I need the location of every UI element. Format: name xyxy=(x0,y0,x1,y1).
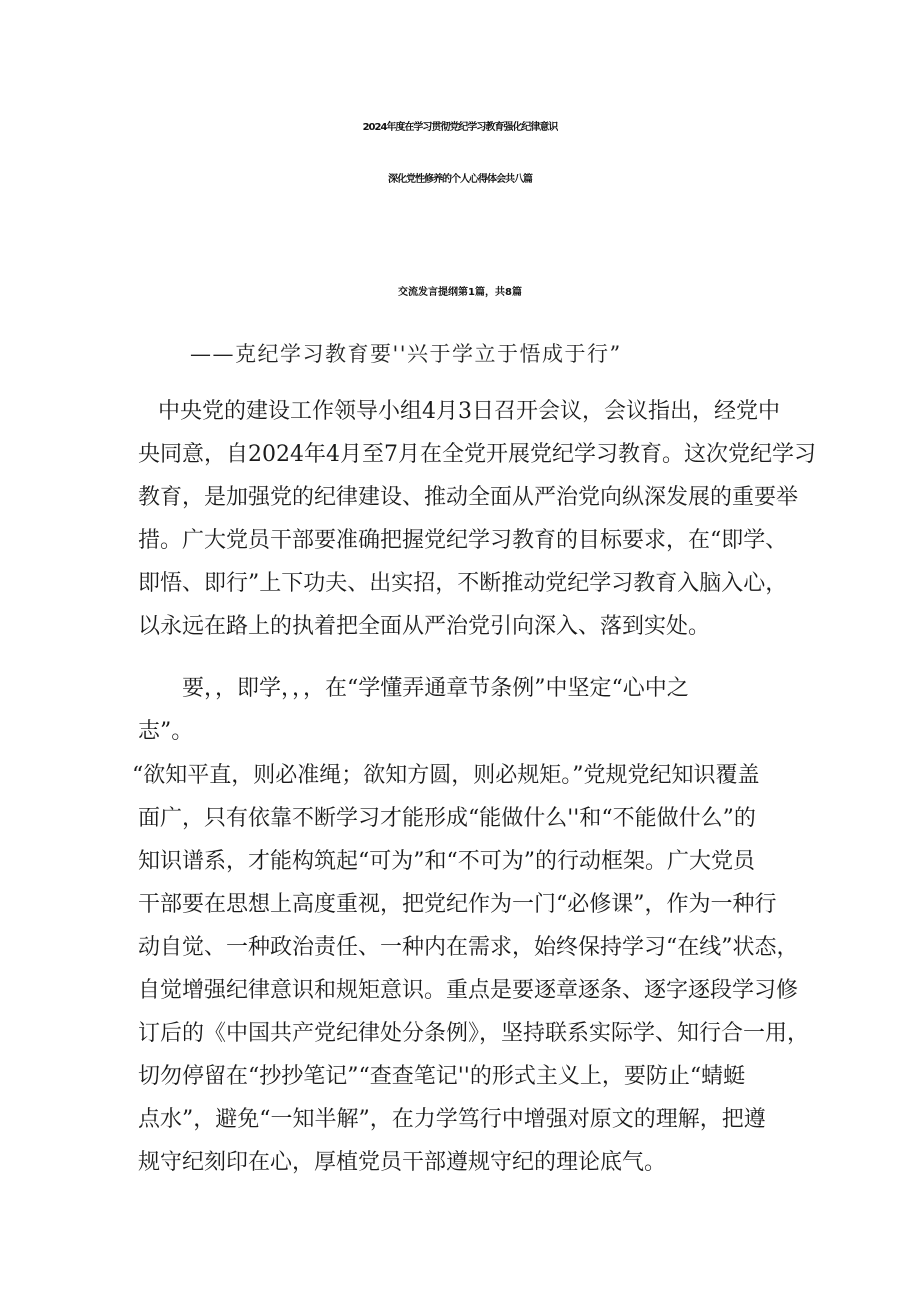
paragraph-3-line: 自觉增强纪律意识和规矩意识。重点是要逐章逐条、逐字逐段学习修 xyxy=(138,978,799,1003)
paragraph-3-line: 面广，只有依靠不断学习才能形成“能做什么''和“不能做什么”的 xyxy=(138,806,756,831)
paragraph-1-line: 措。广大党员干部要准确把握党纪学习教育的目标要求，在“即学、 xyxy=(138,528,788,553)
paragraph-3-line: 动自觉、一种政治责任、一种内在需求，始终保持学习“在线”状态， xyxy=(138,935,799,960)
section-subtitle: ——克纪学习教育要''兴于学立于悟成于行” xyxy=(190,342,622,366)
paragraph-3-line: 订后的《中国共产党纪律处分条例》，坚持联系实际学、知行合一用， xyxy=(138,1021,810,1046)
paragraph-3-line: 规守纪刻印在心，厚植党员干部遵规守纪的理论底气。 xyxy=(138,1150,667,1175)
paragraph-2-line: 要，，即学，，，在“学懂弄通章节条例”中坚定“心中之 xyxy=(182,676,689,701)
paragraph-3-line: 干部要在思想上高度重视，把党纪作为一门“必修课”，作为一种行 xyxy=(138,892,777,917)
section-title: 交流发言提纲第1篇，共8篇 xyxy=(398,287,522,298)
paragraph-1-line: 以永远在路上的执着把全面从严治党引向深入、落到实处。 xyxy=(138,614,711,639)
paragraph-3-line: 切勿停留在“抄抄笔记”“查查笔记''的形式主义上，要防止“蜻蜓 xyxy=(138,1064,746,1089)
paragraph-3-line: 知识谱系，才能构筑起“可为”和“不可为”的行动框架。广大党员 xyxy=(138,849,755,874)
paragraph-1-line: 央同意，自2024年4月至7月在全党开展党纪学习教育。这次党纪学习 xyxy=(138,442,816,467)
document-title-line-2: 深化党性修养的个人心得体会共八篇 xyxy=(388,174,532,185)
paragraph-3-line: “欲知平直，则必准绳；欲知方圆，则必规矩。”党规党纪知识覆盖 xyxy=(132,763,760,788)
paragraph-3-line: 点水”，避免“一知半解”，在力学笃行中增强对原文的理解，把遵 xyxy=(138,1107,766,1132)
paragraph-1-line: 中央党的建设工作领导小组4月3日召开会议，会议指出，经党中 xyxy=(158,399,780,424)
document-title-line-1: 2024年度在学习贯彻党纪学习教育强化纪律意识 xyxy=(362,122,558,133)
paragraph-1-line: 即悟、即行”上下功夫、出实招，不断推动党纪学习教育入脑入心， xyxy=(138,571,788,596)
paragraph-2-line: 志”。 xyxy=(138,719,194,744)
paragraph-1-line: 教育，是加强党的纪律建设、推动全面从严治党向纵深发展的重要举 xyxy=(138,485,799,510)
